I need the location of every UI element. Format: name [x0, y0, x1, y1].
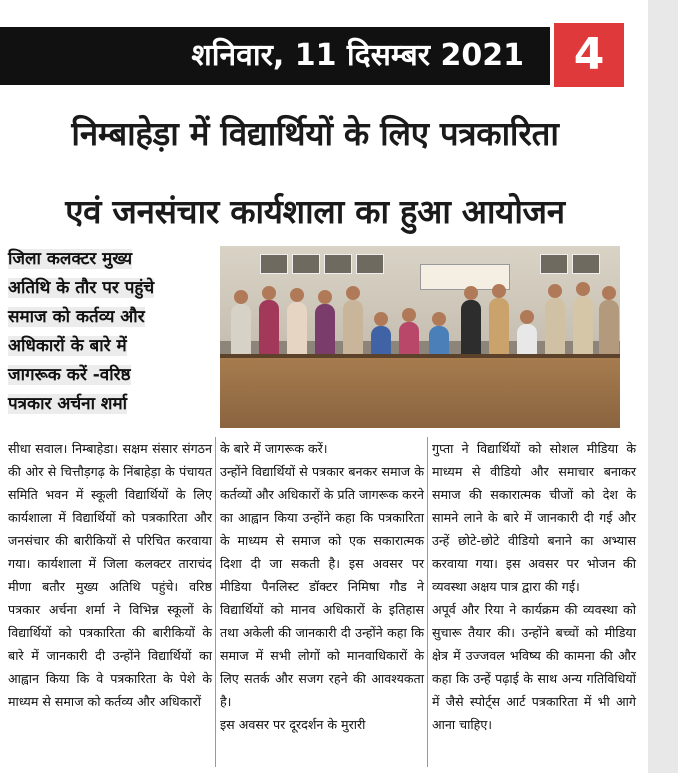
subhead-line: अतिथि के तौर पर पहुंचे — [8, 278, 155, 298]
group-photo — [220, 246, 620, 428]
article-paragraph: उन्होंने विद्यार्थियों से पत्रकार बनकर समाज के कर्तव्यों और अधिकारों के प्रति जागरूक करने का आह्वान किया उन्होंने कहा कि पत्रकारिता के माध्यम से समाज को एक सकारात्मक दिशा दी जा सकती है। इस अवसर पर मीडिया पैनलिस्ट डॉक्टर निमिषा गौड ने विद्यार्थियों को मानव अधिकारों के इतिहास तथा अकेली की जानकारी दी उन्होंने कहा कि समाज में सभी लोगों को मानवाधिकारों के लिए सतर्क और सजग रहने की आवश्यकता है। — [220, 464, 424, 709]
person-head — [346, 286, 360, 300]
photo-frame — [540, 254, 568, 274]
person-head — [602, 286, 616, 300]
person — [545, 298, 565, 358]
person-head — [576, 282, 590, 296]
article-paragraph: सीधा सवाल। निम्बाहेडा। सक्षम संसार संगठन की ओर से चित्तौड़गढ़ के निंबाहेड़ा के पंचायत समिति भवन में स्कूली विद्यार्थियों के लिए कार्यशाला में विद्यार्थियों को पत्रकारिता और जनसंचार की बारीकियों से परिचित करवाया गया। कार्यशाला में जिला कलक्टर ताराचंद मीणा बतौर मुख्य अतिथि पहुंचे। वरिष्ठ पत्रकार अर्चना शर्मा ने विभिन्न स्कूलों के विद्यार्थियों को पत्रकारिता की बारीकियों के बारे में जानकारी दी उन्होंने विद्यार्थियों का आह्वान किया कि वे पत्रकारिता के पेशे के माध्यम से समाज को कर्तव्य और अधिकारों — [8, 441, 212, 709]
headline-line-1: निम्बाहेड़ा में विद्यार्थियों के लिए पत्रकारिता — [71, 114, 559, 153]
person — [573, 296, 593, 358]
header-date: शनिवार, 11 दिसम्बर 2021 — [191, 38, 524, 73]
subhead-line: जिला कलक्टर मुख्य — [8, 249, 133, 269]
person-head — [464, 286, 478, 300]
right-margin-strip — [648, 0, 678, 773]
article-column-1 — [8, 437, 212, 713]
article-column-3 — [432, 437, 636, 736]
person-head — [402, 308, 416, 322]
column-divider — [427, 437, 428, 767]
photo-table — [220, 354, 620, 428]
person-head — [520, 310, 534, 324]
photo-frame — [356, 254, 384, 274]
person-head — [374, 312, 388, 326]
photo-frame — [292, 254, 320, 274]
subhead-line: समाज को कर्तव्य और — [8, 307, 145, 327]
subhead-line: पत्रकार अर्चना शर्मा — [8, 394, 128, 414]
person-head — [290, 288, 304, 302]
page-header-bar — [0, 27, 550, 85]
article-paragraph: इस अवसर पर दूरदर्शन के मुरारी — [220, 717, 366, 732]
person — [599, 300, 619, 358]
page-number-box: 4 — [554, 23, 624, 87]
person — [399, 322, 419, 358]
subhead-line: अधिकारों के बारे में — [8, 336, 127, 356]
photo-frame — [260, 254, 288, 274]
photo-frame — [572, 254, 600, 274]
person-head — [432, 312, 446, 326]
person — [489, 298, 509, 358]
subhead-line: जागरूक करें -वरिष्ठ — [8, 365, 131, 385]
article-paragraph: के बारे में जागरूक करें। — [220, 441, 328, 456]
column-divider — [215, 437, 216, 767]
person — [343, 300, 363, 358]
person-head — [492, 284, 506, 298]
person — [287, 302, 307, 358]
person-head — [262, 286, 276, 300]
article-paragraph: अपूर्व और रिया ने कार्यक्रम की व्यवस्था को सुचारू तैयार की। उन्होंने बच्चों को मीडिया क्षेत्र में उज्जवल भविष्य की कामना की और कहा कि उन्हें पढ़ाई के साथ अन्य गतिविधियों में जैसे स्पोर्ट्स आर्ट पत्रकारिता में भी आगे आना चाहिए। — [432, 602, 636, 732]
person — [461, 300, 481, 358]
person — [517, 324, 537, 358]
person — [231, 304, 251, 358]
article-column-2 — [220, 437, 424, 736]
photo-frame — [324, 254, 352, 274]
subheadline — [8, 245, 212, 419]
person — [315, 304, 335, 358]
photo-table-edge — [220, 354, 620, 358]
person — [259, 300, 279, 358]
headline-line-2: एवं जनसंचार कार्यशाला का हुआ आयोजन — [65, 192, 565, 231]
article-paragraph: गुप्ता ने विद्यार्थियों को सोशल मीडिया के माध्यम से वीडियो और समाचार बनाकर समाज की सकारात्मक चीजों को देश के सामने लाने के बारे में जानकारी दी गई और उन्हें छोटे-छोटे वीडियो बनाने का अभ्यास करवाया गया। इस अवसर पर भोजन की व्यवस्था अक्षय पात्र द्वारा की गई। — [432, 441, 636, 594]
person-head — [234, 290, 248, 304]
person-head — [548, 284, 562, 298]
person-head — [318, 290, 332, 304]
